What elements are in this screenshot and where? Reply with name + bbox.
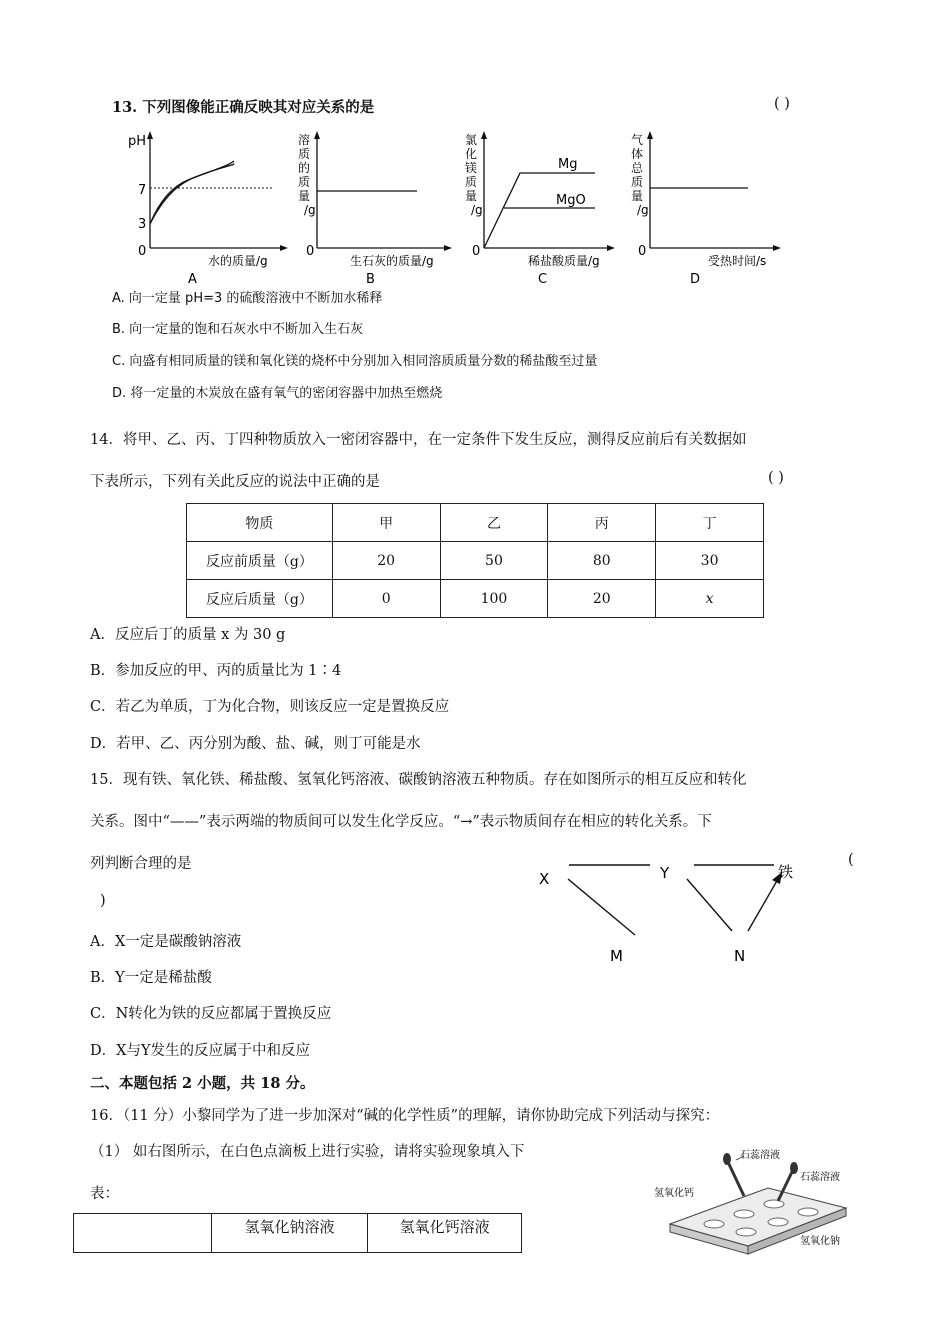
q16-stem: 16．（11 分）小黎同学为了进一步加深对“碱的化学性质”的理解，请你协助完成下列活动与探究： (90, 1108, 720, 1124)
table-header-cell: 丙 (548, 504, 656, 542)
svg-text:化: 化 (465, 147, 478, 161)
svg-text:量: 量 (631, 189, 644, 203)
table-row (187, 580, 764, 618)
svg-text:质: 质 (465, 175, 478, 189)
spot-well (798, 1208, 818, 1216)
q13-option-b: B. 向一定量的饱和石灰水中不断加入生石灰 (112, 322, 364, 337)
graph-d-xlabel: 受热时间/s (708, 254, 767, 268)
graph-c-y-arrow (481, 131, 487, 139)
svg-text:质: 质 (298, 147, 311, 161)
graph-c-series-mgo: MgO (556, 193, 586, 208)
svg-text:镁: 镁 (465, 161, 478, 175)
q16-part1-line2: 表： (90, 1186, 119, 1202)
graph-c-origin: 0 (472, 244, 481, 259)
q15-bracket-open: ( (848, 852, 854, 868)
graph-c (460, 128, 620, 288)
graph-c-series-mg: Mg (558, 157, 578, 172)
q14-stem-line2: 下表所示，下列有关此反应的说法中正确的是 (90, 474, 380, 490)
spot-well (736, 1228, 756, 1236)
graph-a-tick-3: 3 (138, 217, 147, 232)
graph-a-letter: A (188, 272, 197, 287)
q15-node-iron: 铁 (778, 863, 794, 881)
graph-a-tick-7: 7 (138, 183, 147, 198)
q15-stem-line2: 关系。图中“——”表示两端的物质间可以发生化学反应。“→”表示物质间存在相应的转化关系。下 (90, 814, 712, 830)
table-header-cell (74, 1214, 212, 1253)
q14-option-c: C．若乙为单质，丁为化合物，则该反应一定是置换反应 (90, 699, 450, 715)
graph-d-origin: 0 (638, 244, 647, 259)
q14-option-d: D．若甲、乙、丙分别为酸、盐、碱，则丁可能是水 (90, 736, 421, 752)
q15-node-n: N (734, 947, 746, 965)
q15-y-n-line (687, 879, 732, 931)
table-cell: 反应后质量（g） (187, 580, 333, 618)
figure-label-litmus-1: 石蕊溶液 (740, 1150, 780, 1161)
table-cell: 50 (440, 542, 548, 580)
table-cell: 20 (332, 542, 440, 580)
svg-text:/g: /g (304, 203, 316, 217)
graph-b-x-arrow (444, 245, 452, 251)
q15-option-a: A．X一定是碳酸钠溶液 (90, 934, 242, 950)
graph-a-origin: 0 (138, 244, 147, 259)
q14-stem-line1: 14．将甲、乙、丙、丁四种物质放入一密闭容器中，在一定条件下发生反应，测得反应前后有关数据如 (90, 432, 747, 448)
spot-well (734, 1210, 754, 1218)
q13-stem: 13. 下列图像能正确反映其对应关系的是 (112, 99, 375, 116)
q15-bracket-close: ) (100, 893, 106, 909)
graph-a-ylabel: pH (128, 134, 147, 149)
spot-well (768, 1218, 788, 1226)
graph-b-xlabel: 生石灰的质量/g (350, 254, 434, 268)
spot-well (764, 1200, 784, 1208)
graph-d-x-arrow (773, 245, 781, 251)
graph-a-xlabel: 水的质量/g (208, 254, 268, 268)
q14-option-b: B．参加反应的甲、丙的质量比为 1∶4 (90, 663, 342, 679)
dropper-right-bulb (790, 1162, 798, 1174)
graph-c-mg-line (484, 173, 595, 248)
graph-c-letter: C (538, 272, 548, 287)
q15-option-b: B．Y一定是稀盐酸 (90, 970, 212, 986)
svg-text:氯: 氯 (465, 133, 478, 147)
q13-option-c: C. 向盛有相同质量的镁和氧化镁的烧杯中分别加入相同溶质质量分数的稀盐酸至过量 (112, 354, 598, 369)
graph-a-x-arrow (280, 245, 288, 251)
graph-c-xlabel: 稀盐酸质量/g (528, 254, 600, 268)
spot-plate-figure (650, 1146, 865, 1256)
q14-data-table (186, 503, 764, 618)
graph-b (292, 128, 462, 288)
q13-option-a: A. 向一定量 pH=3 的硫酸溶液中不断加水稀释 (112, 291, 383, 306)
spot-well (704, 1220, 724, 1228)
section-heading: 二、本题包括 2 小题，共 18 分。 (90, 1075, 315, 1092)
graph-b-y-arrow (314, 131, 320, 139)
table-cell: x (656, 580, 764, 618)
q15-option-c: C．N转化为铁的反应都属于置换反应 (90, 1006, 332, 1022)
table-header-cell: 物质 (187, 504, 333, 542)
graph-a-y-arrow (147, 131, 153, 139)
svg-text:总: 总 (631, 161, 644, 175)
table-cell: 100 (440, 580, 548, 618)
figure-label-naoh: 氢氧化钠 (800, 1236, 840, 1247)
table-header-cell: 氢氧化钙溶液 (368, 1214, 522, 1253)
graph-b-ylabel (298, 132, 316, 217)
graph-d-y-arrow (647, 131, 653, 139)
table-header-row (74, 1214, 522, 1253)
table-cell: 反应前质量（g） (187, 542, 333, 580)
graph-a-curve (150, 164, 234, 224)
table-cell: 30 (656, 542, 764, 580)
table-cell: 20 (548, 580, 656, 618)
svg-text:的: 的 (298, 161, 311, 175)
q13-option-d: D. 将一定量的木炭放在盛有氧气的密闭容器中加热至燃烧 (112, 386, 443, 401)
q15-node-x: X (539, 870, 550, 888)
q16-observation-table (73, 1213, 522, 1253)
svg-text:质: 质 (298, 175, 311, 189)
figure-label-caoh2: 氢氧化钙 (654, 1188, 694, 1199)
q15-relation-diagram (530, 855, 820, 965)
table-cell: 0 (332, 580, 440, 618)
q15-x-m-line (568, 879, 635, 935)
q15-option-d: D．X与Y发生的反应属于中和反应 (90, 1043, 311, 1059)
svg-text:溶: 溶 (298, 133, 311, 147)
table-cell: 80 (548, 542, 656, 580)
graph-b-letter: B (366, 272, 375, 287)
svg-text:/g: /g (471, 203, 483, 217)
graph-c-ylabel (465, 133, 483, 217)
q15-stem-line3: 列判断合理的是 (90, 856, 192, 872)
svg-text:量: 量 (298, 189, 311, 203)
graph-d (626, 128, 786, 288)
q16-part1-line1: （1） 如右图所示，在白色点滴板上进行实验，请将实验现象填入下 (90, 1144, 525, 1160)
dropper-left (728, 1162, 744, 1196)
graph-d-letter: D (690, 272, 701, 287)
q14-option-a: A．反应后丁的质量 x 为 30 g (90, 627, 286, 643)
table-header-cell: 丁 (656, 504, 764, 542)
dropper-left-bulb (723, 1153, 731, 1165)
svg-text:质: 质 (631, 175, 644, 189)
graph-a-ph-curve (150, 161, 234, 224)
graph-d-ylabel (631, 132, 649, 217)
q14-answer-bracket: ( ) (768, 470, 784, 486)
q15-node-m: M (610, 947, 623, 965)
svg-text:体: 体 (631, 147, 644, 161)
svg-text:/g: /g (637, 203, 649, 217)
graph-a (118, 128, 293, 288)
svg-text:量: 量 (465, 189, 478, 203)
table-header-row (187, 504, 764, 542)
q15-stem-line1: 15．现有铁、氧化铁、稀盐酸、氢氧化钙溶液、碳酸钠溶液五种物质。存在如图所示的相互反应和转化 (90, 772, 747, 788)
q13-answer-bracket: ( ) (774, 96, 790, 112)
q15-n-iron-arrow (748, 879, 778, 931)
figure-label-litmus-2: 石蕊溶液 (800, 1172, 840, 1183)
graph-c-x-arrow (607, 245, 615, 251)
svg-text:气: 气 (631, 133, 644, 147)
table-header-cell: 甲 (332, 504, 440, 542)
q15-node-y: Y (660, 864, 670, 882)
table-row (187, 542, 764, 580)
table-header-cell: 乙 (440, 504, 548, 542)
graph-b-origin: 0 (306, 244, 315, 259)
table-header-cell: 氢氧化钠溶液 (211, 1214, 368, 1253)
